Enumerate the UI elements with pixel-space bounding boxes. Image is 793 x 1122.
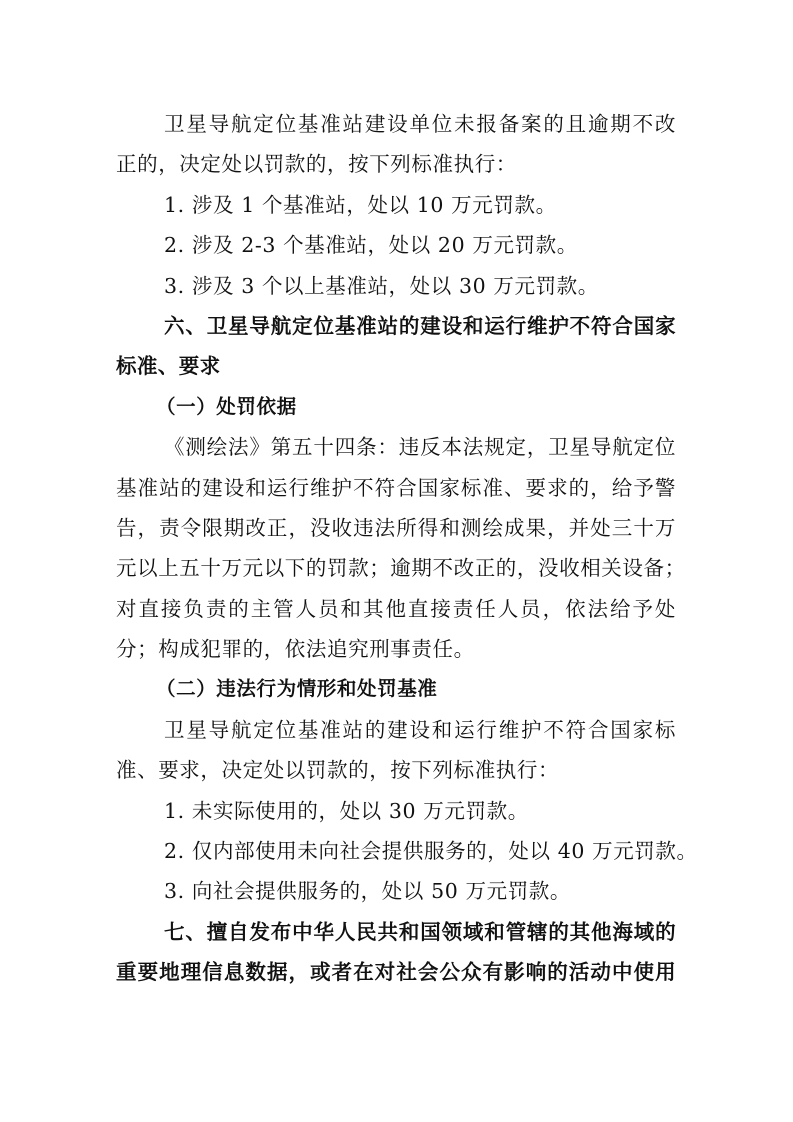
- list-item: 2. 仅内部使用未向社会提供服务的，处以 40 万元罚款。: [164, 839, 698, 864]
- list-item: 1. 未实际使用的，处以 30 万元罚款。: [164, 798, 529, 823]
- section-subheading: （一）处罚依据: [156, 394, 297, 418]
- paragraph-line: 元以上五十万元以下的罚款；逾期不改正的，没收相关设备；: [116, 556, 686, 581]
- paragraph-line: 告，责令限期改正，没收违法所得和测绘成果，并处三十万: [116, 515, 676, 540]
- document-body: [116, 104, 698, 993]
- list-item: 3. 涉及 3 个以上基准站，处以 30 万元罚款。: [164, 273, 599, 298]
- paragraph-line: 准、要求，决定处以罚款的，按下列标准执行：: [116, 758, 560, 783]
- section-heading: 重要地理信息数据，或者在对社会公众有影响的活动中使用: [116, 960, 676, 985]
- section-subheading: （二）违法行为情形和处罚基准: [156, 677, 438, 701]
- paragraph-line: 卫星导航定位基准站的建设和运行维护不符合国家标: [164, 717, 676, 742]
- list-item: 2. 涉及 2-3 个基准站，处以 20 万元罚款。: [164, 233, 578, 258]
- paragraph-line: 对直接负责的主管人员和其他直接责任人员，依法给予处: [116, 596, 676, 621]
- list-item: 3. 向社会提供服务的，处以 50 万元罚款。: [164, 879, 571, 904]
- paragraph-line: 《测绘法》第五十四条：违反本法规定，卫星导航定位: [164, 435, 676, 460]
- paragraph-line: 基准站的建设和运行维护不符合国家标准、要求的，给予警: [116, 475, 676, 500]
- section-heading: 七、擅自发布中华人民共和国领域和管辖的其他海域的: [164, 919, 676, 944]
- paragraph-line: 分；构成犯罪的，依法追究刑事责任。: [116, 637, 475, 662]
- paragraph-line: 卫星导航定位基准站建设单位未报备案的且逾期不改: [164, 112, 676, 136]
- paragraph-line: 正的，决定处以罚款的，按下列标准执行：: [116, 152, 517, 177]
- list-item: 1. 涉及 1 个基准站，处以 10 万元罚款。: [164, 192, 557, 217]
- section-heading: 六、卫星导航定位基准站的建设和运行维护不符合国家: [164, 313, 676, 338]
- section-heading: 标准、要求: [116, 354, 221, 379]
